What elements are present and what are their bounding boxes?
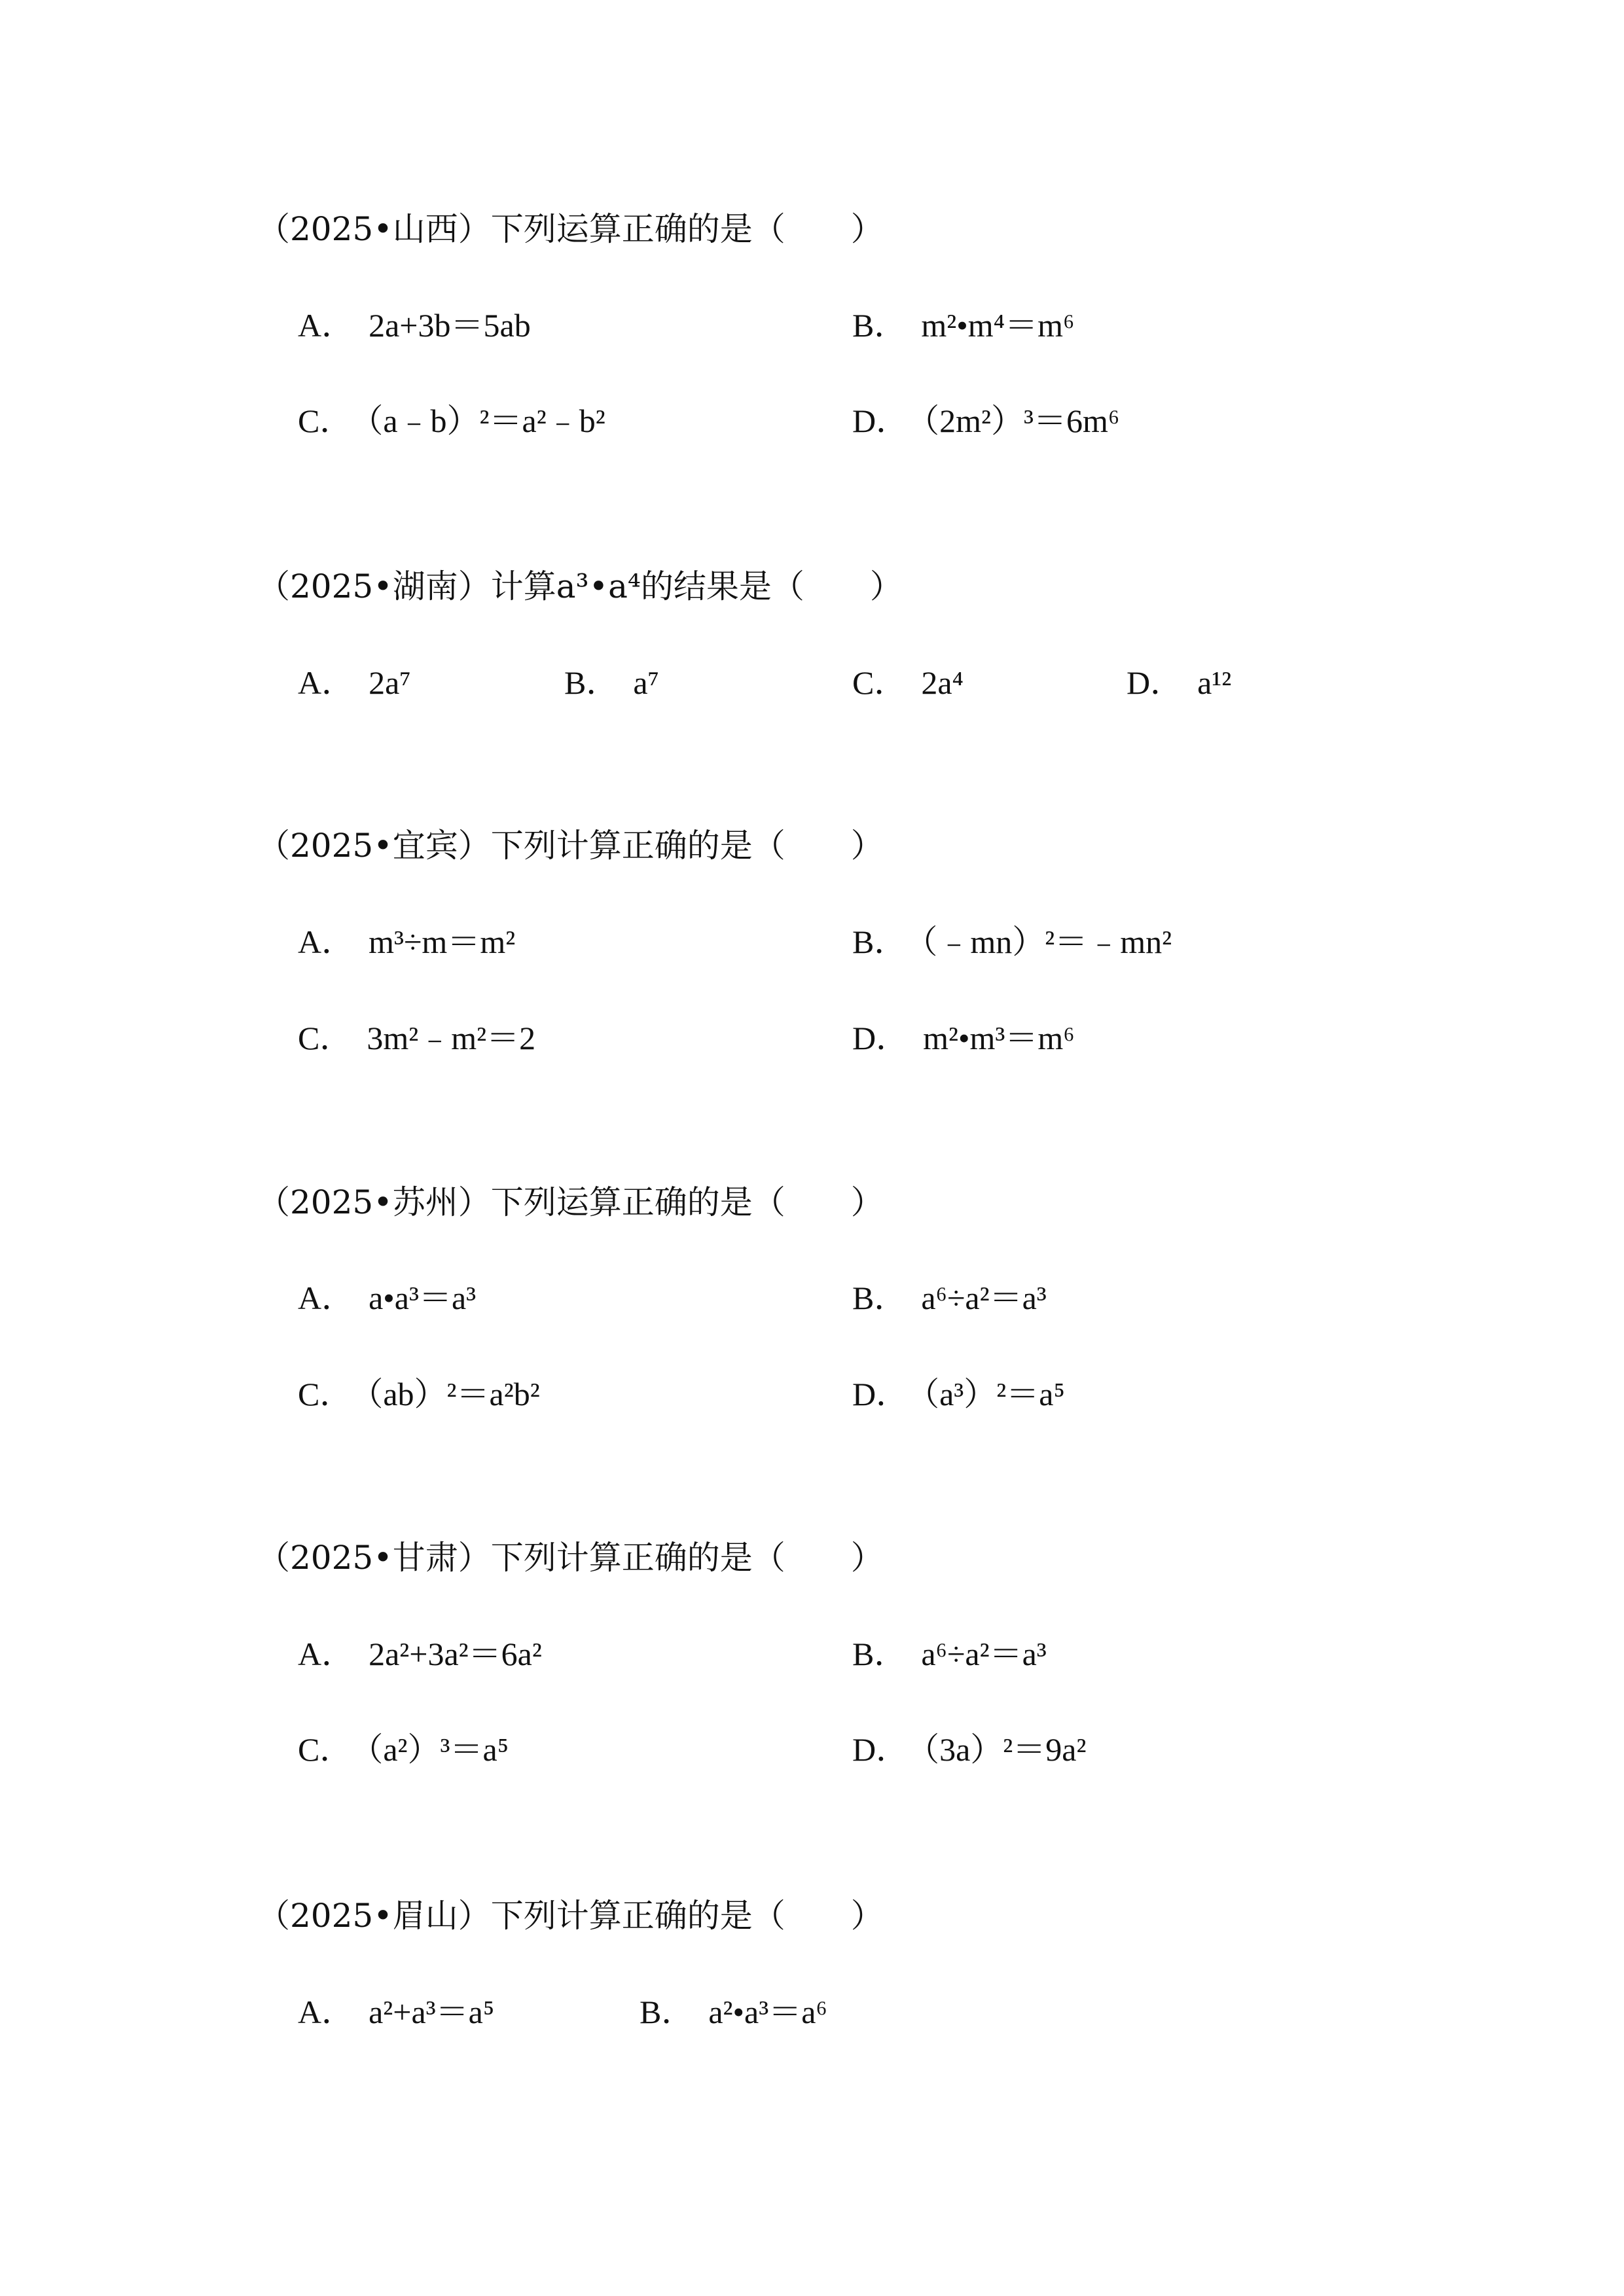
option-expression: 2a²+3a²＝6a² — [369, 1636, 542, 1672]
question-5-option-d — [852, 1730, 1086, 1769]
question-5-stem: （2025•甘肃）下列计算正确的是（ ） — [257, 1539, 884, 1577]
option-label: C． — [298, 1020, 353, 1056]
question-2-option-b — [564, 663, 659, 702]
option-expression: m³÷m＝m² — [369, 924, 516, 960]
option-expression: m²•m⁴＝m⁶ — [921, 307, 1075, 344]
option-expression: a⁶÷a²＝a³ — [921, 1280, 1047, 1316]
option-expression: （2m²）³＝6m⁶ — [923, 403, 1120, 439]
option-label: B． — [852, 1636, 907, 1672]
question-1-option-c — [298, 401, 605, 440]
question-4-option-a — [298, 1278, 476, 1318]
option-label: A． — [298, 924, 355, 960]
question-4-stem: （2025•苏州）下列运算正确的是（ ） — [257, 1183, 884, 1221]
question-4-option-b — [852, 1278, 1047, 1318]
question-6-stem: （2025•眉山）下列计算正确的是（ ） — [257, 1897, 884, 1935]
option-expression: a⁷ — [633, 664, 659, 701]
option-expression: a²•a³＝a⁶ — [708, 1994, 827, 2030]
question-3-option-b — [852, 922, 1172, 961]
option-label: D． — [852, 1020, 909, 1056]
question-2-stem: （2025•湖南）计算a³•a⁴的结果是（ ） — [257, 567, 903, 605]
option-expression: a•a³＝a³ — [369, 1280, 477, 1316]
option-expression: （a﹣b）²＝a²﹣b² — [367, 403, 605, 439]
option-label: C． — [298, 1376, 353, 1412]
option-expression: 2a⁴ — [921, 664, 964, 701]
question-5-option-c — [298, 1730, 509, 1769]
option-expression: a²+a³＝a⁵ — [369, 1994, 495, 2030]
option-label: B． — [852, 924, 907, 960]
option-label: D． — [852, 1376, 909, 1412]
question-1-stem: （2025•山西）下列运算正确的是（ ） — [257, 210, 884, 248]
option-expression: m²•m³＝m⁶ — [923, 1020, 1075, 1056]
question-5-option-b — [852, 1634, 1047, 1674]
question-2-option-a — [298, 663, 411, 702]
option-label: D． — [852, 403, 909, 439]
option-expression: 2a+3b＝5ab — [369, 307, 531, 344]
option-label: B． — [640, 1994, 695, 2030]
question-1-option-a — [298, 306, 531, 345]
option-expression: （﹣mn）²＝﹣mn² — [921, 924, 1172, 960]
question-1-option-b — [852, 306, 1074, 345]
option-label: D． — [852, 1731, 909, 1768]
option-label: A． — [298, 1994, 355, 2030]
question-3-option-a — [298, 922, 515, 961]
question-4-option-c — [298, 1374, 540, 1414]
option-label: C． — [298, 1731, 353, 1768]
option-label: C． — [852, 664, 907, 701]
question-2-option-c — [852, 663, 964, 702]
option-label: B． — [852, 1280, 907, 1316]
question-2-option-d — [1127, 663, 1231, 702]
option-expression: （a³）²＝a⁵ — [923, 1376, 1065, 1412]
option-expression: 2a⁷ — [369, 664, 411, 701]
question-6-option-a — [298, 1992, 494, 2032]
option-expression: 3m²﹣m²＝2 — [367, 1020, 536, 1056]
option-label: A． — [298, 1636, 355, 1672]
option-label: A． — [298, 664, 355, 701]
option-expression: （3a）²＝9a² — [923, 1731, 1087, 1768]
question-4-option-d — [852, 1374, 1065, 1414]
question-5-option-a — [298, 1634, 542, 1674]
option-expression: （a²）³＝a⁵ — [367, 1731, 509, 1768]
option-label: B． — [852, 307, 907, 344]
option-label: C． — [298, 403, 353, 439]
option-expression: a¹² — [1197, 664, 1232, 701]
question-6-option-b — [640, 1992, 827, 2032]
option-label: A． — [298, 1280, 355, 1316]
option-label: A． — [298, 307, 355, 344]
question-1-option-d — [852, 401, 1119, 440]
option-expression: a⁶÷a²＝a³ — [921, 1636, 1047, 1672]
question-3-stem: （2025•宜宾）下列计算正确的是（ ） — [257, 827, 884, 865]
option-expression: （ab）²＝a²b² — [367, 1376, 540, 1412]
option-label: B． — [564, 664, 619, 701]
question-3-option-c — [298, 1018, 535, 1058]
option-label: D． — [1127, 664, 1183, 701]
question-3-option-d — [852, 1018, 1075, 1058]
